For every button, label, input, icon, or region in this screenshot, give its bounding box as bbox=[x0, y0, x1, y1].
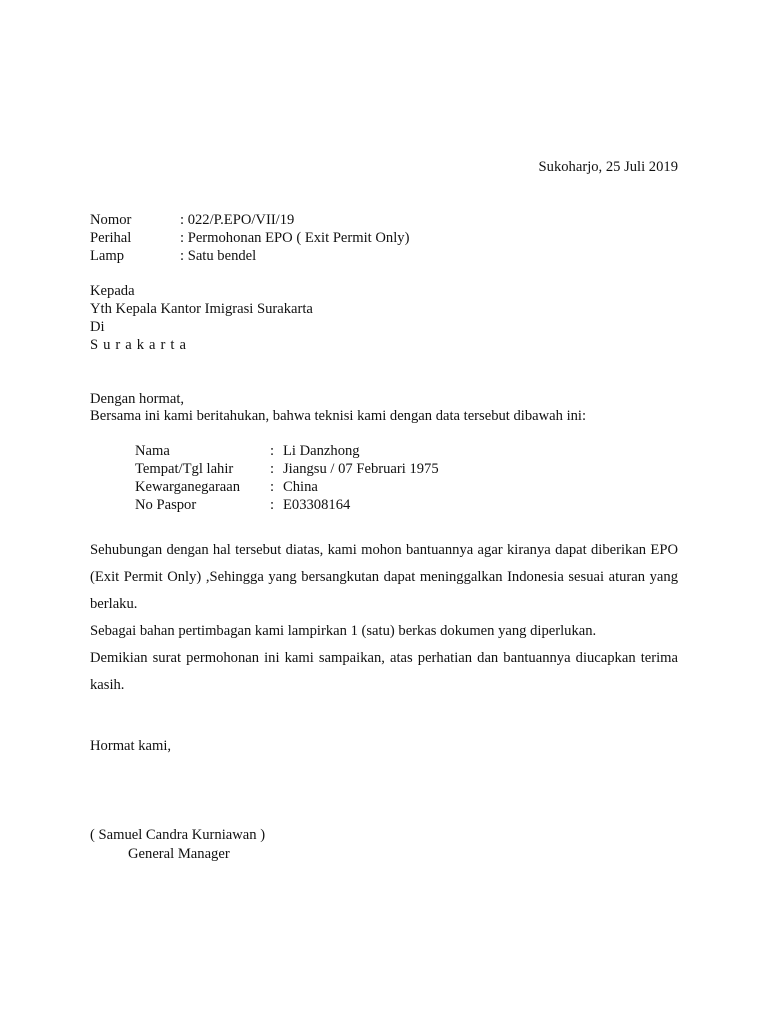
meta-label: Nomor bbox=[90, 212, 132, 228]
person-separator: : bbox=[270, 479, 275, 495]
body-paragraph-request: Sehubungan dengan hal tersebut diatas, kami mohon bantuannya agar kiranya dapat diberikan EPO (Exit Permit Only) ,Sehingga yang bersangkutan dapat meninggalkan Indonesia sesuai aturan yang berlaku. bbox=[90, 542, 678, 612]
person-value: Li Danzhong bbox=[283, 443, 360, 459]
signatory-title: General Manager bbox=[128, 846, 230, 862]
closing-text: Hormat kami, bbox=[90, 738, 172, 754]
body-paragraph-attachment: Sebagai bahan pertimbagan kami lampirkan 1 (satu) berkas dokumen yang diperlukan. bbox=[90, 623, 597, 639]
salutation: Dengan hormat, bbox=[90, 391, 185, 407]
body-paragraph-closing: Demikian surat permohonan ini kami sampaikan, atas perhatian dan bantuannya diucapkan terima kasih. bbox=[90, 650, 678, 693]
recipient-kepada: Kepada bbox=[90, 283, 135, 299]
person-label: No Paspor bbox=[135, 497, 197, 513]
person-separator: : bbox=[270, 497, 275, 513]
meta-value: : Satu bendel bbox=[180, 248, 257, 264]
meta-label: Lamp bbox=[90, 248, 125, 264]
person-label: Tempat/Tgl lahir bbox=[135, 461, 234, 477]
recipient-di: Di bbox=[90, 319, 105, 335]
meta-value: : 022/P.EPO/VII/19 bbox=[180, 212, 295, 228]
meta-label: Perihal bbox=[90, 230, 132, 246]
recipient-to: Yth Kepala Kantor Imigrasi Surakarta bbox=[90, 301, 313, 317]
person-label: Nama bbox=[135, 443, 170, 459]
intro-text: Bersama ini kami beritahukan, bahwa teknisi kami dengan data tersebut dibawah ini: bbox=[90, 408, 587, 424]
recipient-city: Surakarta bbox=[90, 337, 191, 353]
meta-value: : Permohonan EPO ( Exit Permit Only) bbox=[180, 230, 410, 246]
person-value: China bbox=[283, 479, 318, 495]
person-label: Kewarganegaraan bbox=[135, 479, 241, 495]
person-value: E03308164 bbox=[283, 497, 351, 513]
person-separator: : bbox=[270, 443, 275, 459]
person-separator: : bbox=[270, 461, 275, 477]
letter-date: Sukoharjo, 25 Juli 2019 bbox=[538, 159, 678, 175]
person-value: Jiangsu / 07 Februari 1975 bbox=[283, 461, 439, 477]
signatory-name: ( Samuel Candra Kurniawan ) bbox=[90, 827, 266, 843]
